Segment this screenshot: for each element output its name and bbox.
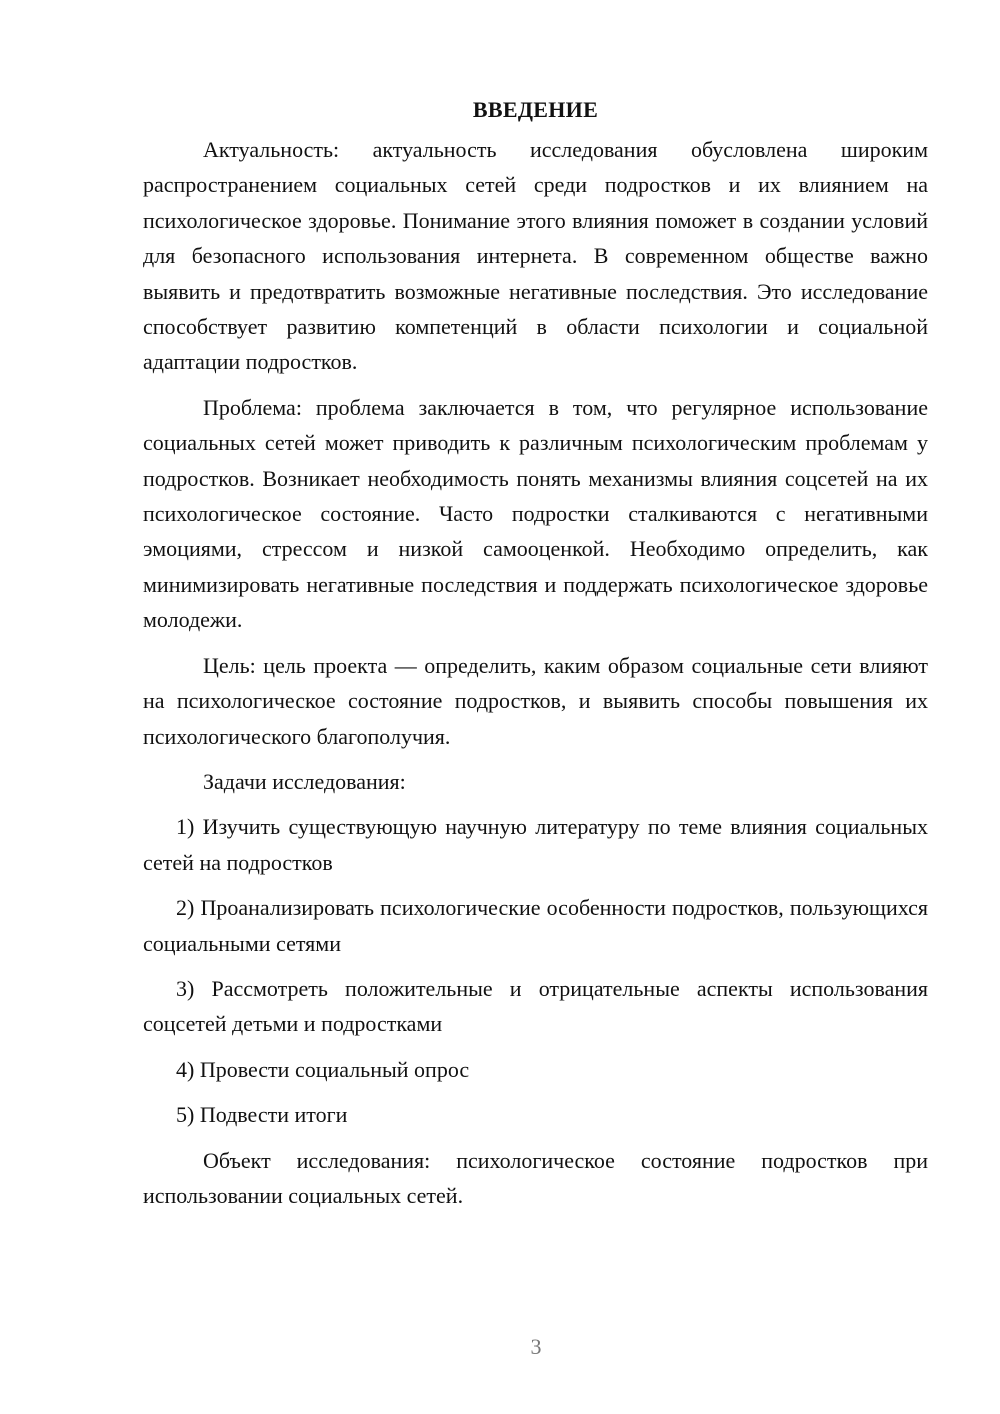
task-item: 5) Подвести итоги [176,1102,348,1128]
document-page [143,92,928,1223]
tasks-list [143,809,928,1132]
problem-paragraph: Проблема: проблема заключается в том, что регулярное использование социальных сетей может приводить к различным психологическим проблемам у подростков. Возникает необходимость понять механизмы влияния соцсетей на их психологическое состояние. Часто подростки сталкиваются с негативными эмоциями, стрессом и низкой самооценкой. Необходимо определить, как минимизировать негативные последствия и поддержать психологическое здоровье молодежи. [143,394,928,633]
task-item: 1) Изучить существующую научную литературу по теме влияния социальных сетей на подростков [143,814,928,875]
task-item: 3) Рассмотреть положительные и отрицательные аспекты использования соцсетей детьми и подростками [143,975,928,1037]
page-number: 3 [530,1334,542,1359]
tasks-heading: Задачи исследования: [203,768,406,794]
task-item: 4) Провести социальный опрос [176,1056,470,1082]
object-paragraph: Объект исследования: психологическое состояние подростков при использовании социальных сетей. [143,1147,928,1208]
task-item: 2) Проанализировать психологические особенности подростков, пользующихся социальными сетями [143,895,928,956]
relevance-paragraph: Актуальность: актуальность исследования обусловлена широким распространением социальных сетей среди подростков и их влиянием на психологическое здоровье. Понимание этого влияния поможет в создании условий для безопасного использования интернета. В современном обществе важно выявить и предотвратить возможные негативные последствия. Это исследование способствует развитию компетенций в области психологии и социальной адаптации подростков. [143,137,928,375]
page-title: ВВЕДЕНИЕ [472,97,599,122]
goal-paragraph: Цель: цель проекта — определить, каким образом социальные сети влияют на психологическое состояние подростков, и выявить способы повышения их психологического благополучия. [143,652,928,749]
